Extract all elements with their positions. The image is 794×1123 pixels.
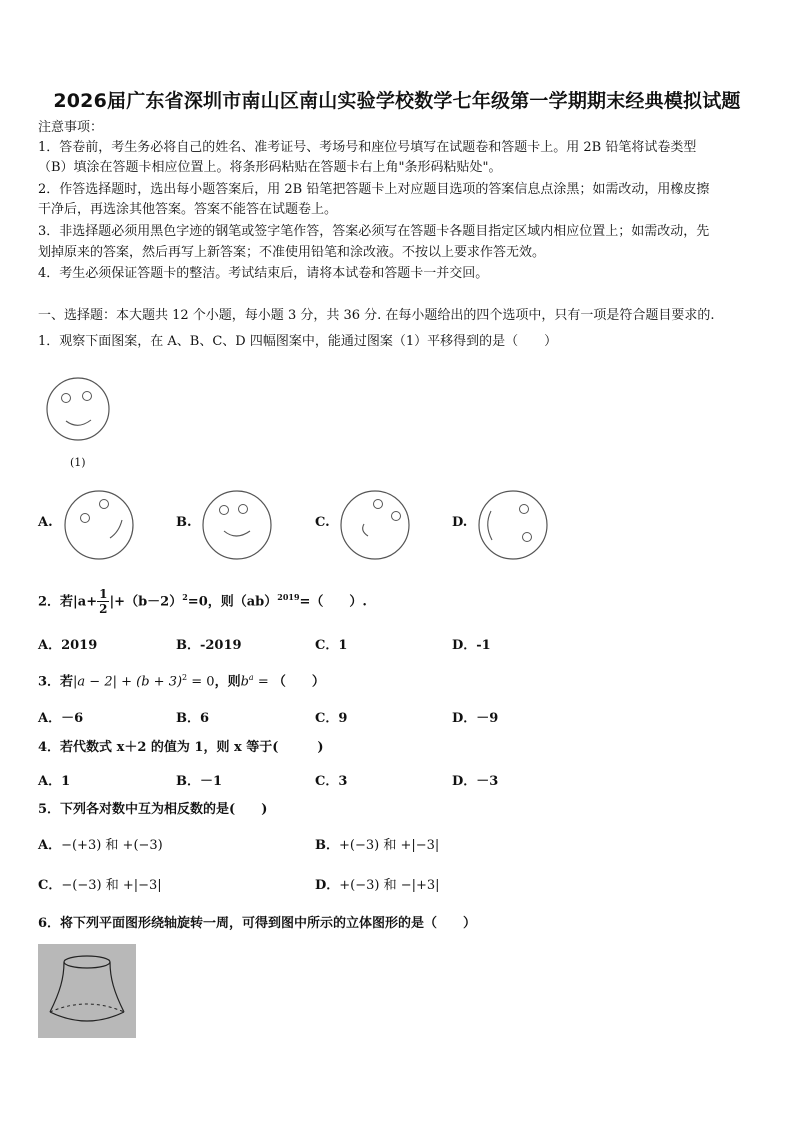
q5-option-b-expr: +(−3) 和 +|−3| — [339, 838, 440, 853]
question-4-stem: 4．若代数式 x＋2 的值为 1，则 x 等于( ) — [38, 740, 324, 755]
section-heading: 一、选择题：本大题共 12 个小题，每小题 3 分，共 36 分. 在每小题给出的四个选项中，只有一项是符合题目要求的. — [38, 308, 715, 323]
question-1-stem: 1．观察下面图案，在 A、B、C、D 四幅图案中，能通过图案（1）平移得到的是（ ） — [38, 334, 558, 349]
q2-option-c: C．1 — [315, 638, 348, 653]
q2-exponent-2: 2019 — [277, 592, 300, 602]
smiley-option-a — [64, 490, 136, 562]
q2-exponent-1: 2 — [182, 592, 188, 602]
notice-line: 1．答卷前，考生务必将自己的姓名、准考证号、考场号和座位号填写在试题卷和答题卡上。用 2B 铅笔将试卷类型 — [38, 140, 697, 155]
notice-line: 干净后，再选涂其他答案。答案不能答在试题卷上。 — [38, 202, 338, 217]
q3-suffix: （ ） — [272, 674, 325, 690]
q5-option-a-label: A． — [38, 838, 62, 853]
q3-option-d: D．－9 — [452, 711, 499, 726]
q5-option-c-expr: −(−3) 和 +|−3| — [61, 878, 162, 893]
q2-frac-denominator: 2 — [99, 602, 108, 617]
page-title: 2026届广东省深圳市南山区南山实验学校数学七年级第一学期期末经典模拟试题 — [53, 90, 741, 112]
q3-prefix: 3．若 — [38, 674, 74, 690]
q2-option-b: B．-2019 — [176, 638, 242, 653]
q1-option-c-label: C. — [315, 515, 330, 530]
notice-line: 4．考生必须保证答题卡的整洁。考试结束后，请将本试卷和答题卡一并交回。 — [38, 266, 489, 281]
q3-middle: ，则 — [214, 674, 241, 690]
figure-1-caption: (1) — [70, 456, 86, 469]
notice-line: 2．作答选择题时，选出每小题答案后，用 2B 铅笔把答题卡上对应题目选项的答案信息点涂黑；如需改动，用橡皮擦 — [38, 182, 710, 197]
q4-option-b: B．－1 — [176, 774, 223, 789]
q5-option-c-label: C． — [38, 878, 62, 893]
q5-option-b — [315, 836, 439, 856]
q5-option-d-label: D． — [315, 878, 340, 893]
q1-option-d-label: D. — [452, 515, 468, 530]
q1-option-a-label: A. — [38, 515, 53, 530]
notice-line: 划掉原来的答案，然后再写上新答案；不准使用铅笔和涂改液。不按以上要求作答无效。 — [38, 245, 546, 260]
q5-option-d — [315, 876, 440, 896]
q4-option-c: C．3 — [315, 774, 348, 789]
q1-option-b-label: B. — [176, 515, 192, 530]
q3-base: b — [240, 674, 249, 690]
notice-line: （B）填涂在答题卡相应位置上。将条形码粘贴在答题卡右上角"条形码粘贴处"。 — [38, 160, 502, 175]
notice-heading: 注意事项： — [38, 120, 104, 135]
q2-option-a: A．2019 — [38, 638, 98, 653]
frustum-figure — [38, 944, 136, 1038]
q4-option-d: D．－3 — [452, 774, 499, 789]
q2-fraction — [97, 587, 109, 616]
smiley-option-d — [478, 489, 550, 561]
q3-power: a — [248, 673, 254, 682]
smiley-option-b — [202, 489, 274, 561]
notice-line: 3．非选择题必须用黑色字迹的钢笔或签字笔作答，答案必须写在答题卡各题目指定区域内相应位置上；如需改动，先 — [38, 224, 710, 239]
q5-option-a-expr: −(+3) 和 +(−3) — [61, 838, 163, 853]
q3-option-b: B．6 — [176, 711, 210, 726]
smiley-option-c — [340, 489, 412, 561]
question-6-stem: 6．将下列平面图形绕轴旋转一周，可得到图中所示的立体图形的是（ ） — [38, 916, 477, 931]
q2-prefix: 2．若|a+ — [38, 594, 98, 610]
smiley-figure-1 — [44, 374, 114, 444]
q2-frac-numerator: 1 — [99, 587, 108, 602]
question-3-stem — [38, 668, 325, 692]
q3-exponent: 2 — [182, 673, 188, 682]
q2-middle: |+（b－2） — [109, 594, 183, 610]
q3-option-a: A．－6 — [38, 711, 84, 726]
q3-option-c: C．9 — [315, 711, 348, 726]
q5-option-a — [38, 836, 163, 856]
q2-middle2: =0，则（ab） — [187, 594, 278, 610]
q2-suffix: =（ ）. — [299, 594, 367, 610]
q5-option-b-label: B． — [315, 838, 339, 853]
q3-expression: |a − 2| + (b + 3) — [73, 674, 183, 690]
q2-option-d: D．-1 — [452, 638, 491, 653]
question-5-stem: 5．下列各对数中互为相反数的是( ) — [38, 802, 268, 817]
q4-option-a: A．1 — [38, 774, 71, 789]
q5-option-d-expr: +(−3) 和 −|+3| — [339, 878, 440, 893]
q3-expression-2: = 0 — [187, 674, 215, 690]
question-2-stem — [38, 586, 367, 616]
q5-option-c — [38, 876, 162, 896]
q3-equals: = — [253, 674, 273, 690]
